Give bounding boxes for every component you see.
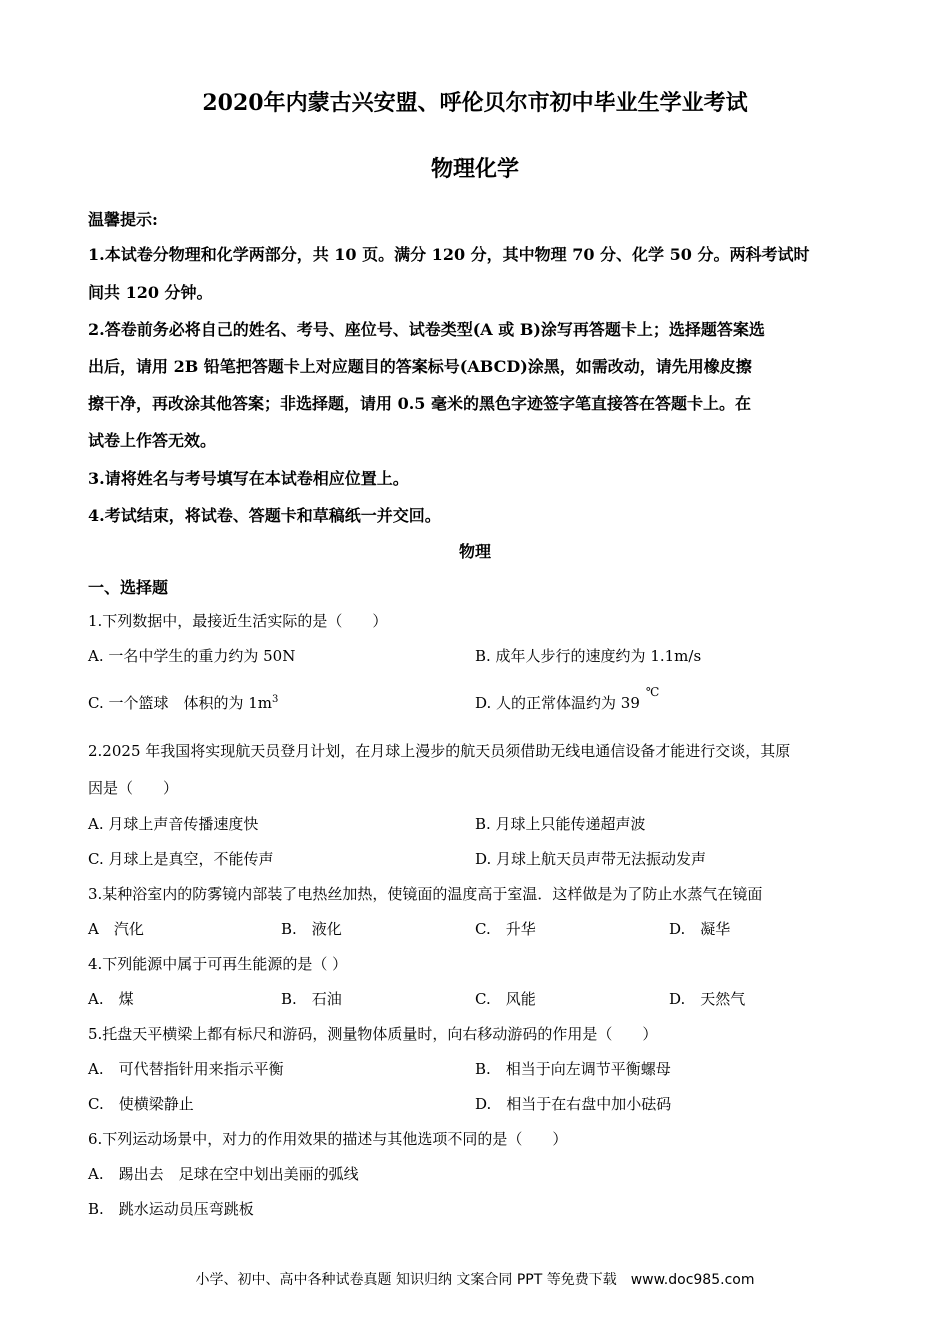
q3-option-a: A 汽化	[88, 920, 144, 938]
q4-option-b: B. 石油	[281, 990, 342, 1008]
q1-option-d-text: D. 人的正常体温约为 39	[475, 694, 640, 712]
q2-option-b: B. 月球上只能传递超声波	[475, 815, 646, 833]
q5-option-b: B. 相当于向左调节平衡螺母	[475, 1060, 671, 1078]
q3-stem: 3.某种浴室内的防雾镜内部装了电热丝加热，使镜面的温度高于室温．这样做是为了防止水蒸气在镜面	[88, 885, 763, 903]
q3-option-c: C. 升华	[475, 920, 536, 938]
q4-option-d: D. 天然气	[669, 990, 746, 1008]
q1-option-c-text: C. 一个篮球 体积的为 1m	[88, 694, 273, 712]
notice-line-1b: 间共 120 分钟。	[88, 283, 213, 302]
q1-stem: 1.下列数据中，最接近生活实际的是（ ）	[88, 612, 388, 630]
q1-option-c	[88, 692, 278, 713]
q4-option-a: A. 煤	[88, 990, 134, 1008]
q4-option-c: C. 风能	[475, 990, 536, 1008]
notice-line-2: 2.答卷前务必将自己的姓名、考号、座位号、试卷类型(A 或 B)涂写再答题卡上；选择题答案选	[88, 320, 765, 339]
subject-heading: 物理	[458, 542, 491, 561]
q5-option-d: D. 相当于在右盘中加小砝码	[475, 1095, 672, 1113]
q1-option-d-unit: ℃	[645, 685, 660, 699]
q3-option-d: D. 凝华	[669, 920, 731, 938]
notice-line-1: 1.本试卷分物理和化学两部分，共 10 页。满分 120 分，其中物理 70 分、化学 50 分。两科考试时	[88, 245, 810, 264]
q4-stem: 4.下列能源中属于可再生能源的是（ ）	[88, 955, 348, 973]
q2-option-a: A. 月球上声音传播速度快	[88, 815, 259, 833]
section-heading: 一、选择题	[88, 578, 169, 597]
q1-option-b: B. 成年人步行的速度约为 1.1m/s	[475, 647, 702, 665]
q5-stem: 5.托盘天平横梁上都有标尺和游码，测量物体质量时，向右移动游码的作用是（ ）	[88, 1025, 658, 1043]
page-footer: 小学、初中、高中各种试卷真题 知识归纳 文案合同 PPT 等免费下载 www.doc985.com	[195, 1272, 755, 1288]
notice-line-2c: 擦干净，再改涂其他答案；非选择题，请用 0.5 毫米的黑色字迹签字笔直接答在答题卡上。在	[88, 394, 751, 413]
q6-option-a: A. 踢出去 足球在空中划出美丽的弧线	[88, 1165, 359, 1183]
q2-stem: 2.2025 年我国将实现航天员登月计划，在月球上漫步的航天员须借助无线电通信设备才能进行交谈，其原	[88, 742, 791, 760]
q5-option-c: C. 使横梁静止	[88, 1095, 194, 1113]
q6-stem: 6.下列运动场景中，对力的作用效果的描述与其他选项不同的是（ ）	[88, 1130, 568, 1148]
q2-option-d: D. 月球上航天员声带无法振动发声	[475, 850, 707, 868]
notice-line-4: 4.考试结束，将试卷、答题卡和草稿纸一并交回。	[88, 506, 441, 525]
q3-option-b: B. 液化	[281, 920, 342, 938]
notice-line-3: 3.请将姓名与考号填写在本试卷相应位置上。	[88, 469, 409, 488]
notice-heading: 温馨提示:	[88, 210, 158, 229]
q1-option-d	[475, 685, 660, 713]
q6-option-b: B. 跳水运动员压弯跳板	[88, 1200, 254, 1218]
q5-option-a: A. 可代替指针用来指示平衡	[88, 1060, 284, 1078]
notice-line-2d: 试卷上作答无效。	[88, 431, 217, 450]
exam-subtitle: 物理化学	[430, 156, 519, 182]
q2-option-c: C. 月球上是真空，不能传声	[88, 850, 274, 868]
q1-option-a: A. 一名中学生的重力约为 50N	[88, 647, 296, 665]
q2-stem-cont: 因是（ ）	[88, 779, 179, 797]
q1-option-c-sup: 3	[272, 694, 279, 705]
notice-line-2b: 出后，请用 2B 铅笔把答题卡上对应题目的答案标号(ABCD)涂黑，如需改动，请先用橡皮擦	[88, 357, 752, 376]
exam-title: 2020年内蒙古兴安盟、呼伦贝尔市初中毕业生学业考试	[202, 90, 748, 116]
